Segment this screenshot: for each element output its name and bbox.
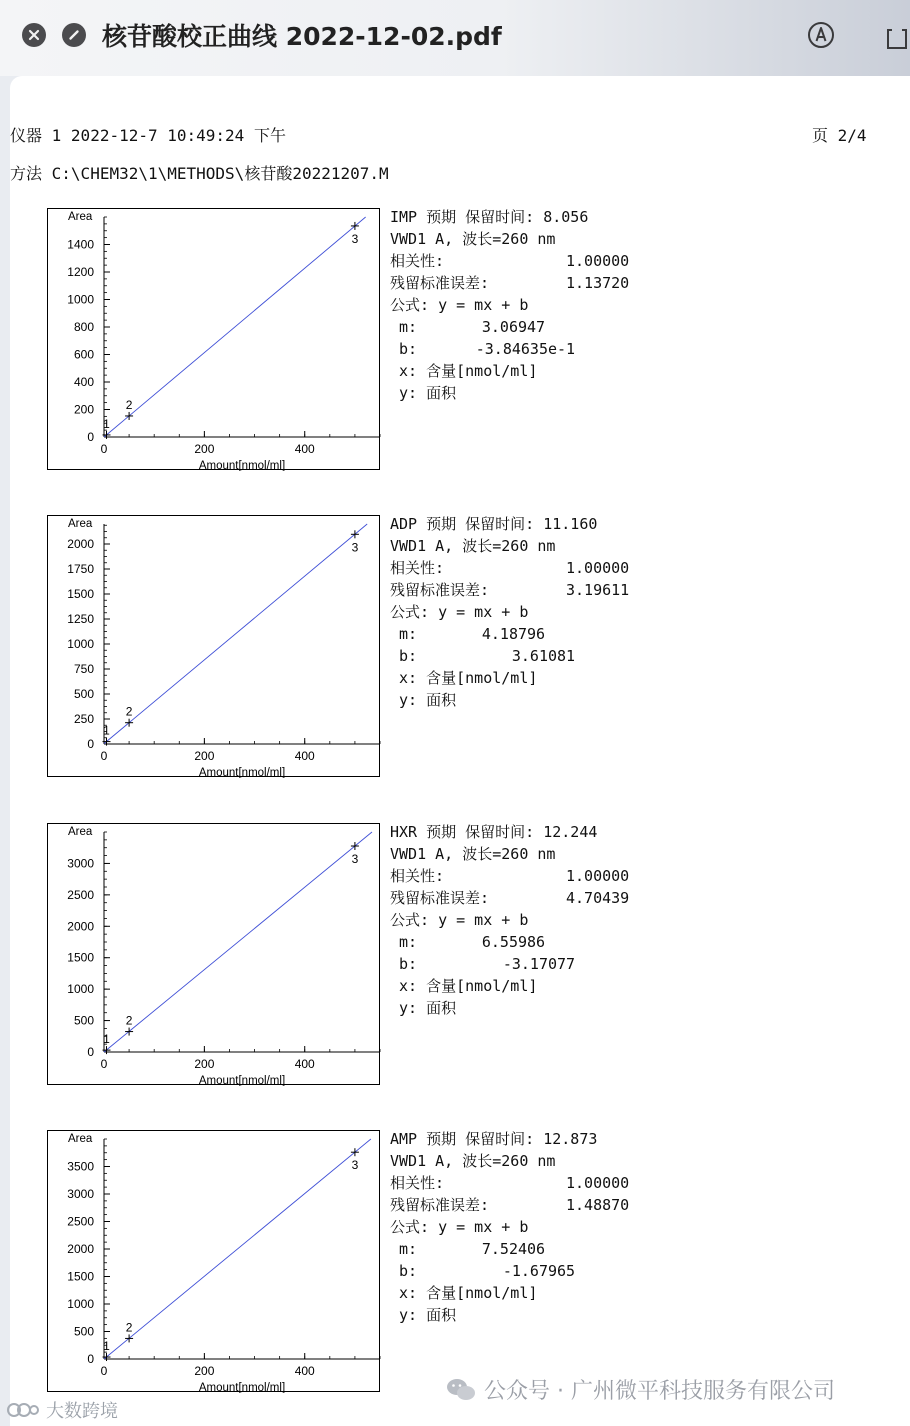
rsd-label: 残留标准误差: <box>390 581 490 599</box>
page-value: 2/4 <box>837 126 867 145</box>
y-tick-label: 600 <box>73 347 94 362</box>
instrument-line <box>10 123 286 146</box>
rsd-value: 1.13720 <box>566 274 630 292</box>
correlation-value: 1.00000 <box>566 559 630 577</box>
x-axis-title: Amount[nmol/ml] <box>198 1382 286 1393</box>
y-tick-label: 1250 <box>67 612 94 626</box>
y-tick-label: 3000 <box>67 1187 94 1201</box>
slope-line <box>390 316 629 338</box>
x-tick-label: 400 <box>294 1057 315 1071</box>
intercept-value: -1.67965 <box>502 1262 576 1280</box>
rsd-value: 1.48870 <box>566 1196 630 1214</box>
x-label: x: <box>399 1284 418 1302</box>
retention-time: 8.056 <box>543 208 589 226</box>
y-description: 面积 <box>426 384 457 402</box>
intercept-line <box>390 645 629 667</box>
y-desc-line <box>390 382 629 404</box>
y-label: y: <box>399 999 418 1017</box>
y-tick-label: 2000 <box>67 1242 94 1256</box>
point-label: 1 <box>103 1032 110 1047</box>
y-tick-label: 1500 <box>67 587 94 601</box>
signal-line <box>390 535 629 557</box>
calibration-chart <box>47 515 380 777</box>
retention-label: 预期 保留时间: <box>426 823 535 841</box>
regression-line <box>104 1139 371 1359</box>
rsd-line <box>390 887 629 909</box>
x-tick-label: 200 <box>194 1057 215 1071</box>
y-tick-label: 1000 <box>67 637 94 651</box>
minimize-button[interactable] <box>62 23 86 47</box>
intercept-line <box>390 338 629 360</box>
x-tick-label: 400 <box>294 749 315 763</box>
y-tick-label: 1400 <box>67 237 94 252</box>
formula-text: y = mx + b <box>438 911 529 929</box>
point-label: 2 <box>125 397 133 412</box>
slope-value: 7.52406 <box>481 1240 546 1258</box>
calibration-chart <box>47 823 380 1085</box>
rsd-label: 残留标准误差: <box>390 1196 490 1214</box>
signal-line <box>390 1150 629 1172</box>
correlation-value: 1.00000 <box>566 1174 630 1192</box>
y-tick-label: 800 <box>73 320 94 334</box>
slope-label: m: <box>399 1240 418 1258</box>
x-tick-label: 200 <box>194 749 215 763</box>
regression-line <box>104 832 372 1052</box>
y-tick-label: 0 <box>87 1045 94 1059</box>
signal-line <box>390 843 629 865</box>
formula-line <box>390 1216 629 1238</box>
slope-value: 4.18796 <box>481 625 546 643</box>
x-tick-label: 0 <box>100 1364 108 1378</box>
calibration-chart-svg <box>48 209 381 471</box>
signal-text: VWD1 A, 波长=260 nm <box>390 230 556 248</box>
y-tick-label: 0 <box>87 430 94 444</box>
x-desc-line <box>390 1282 629 1304</box>
x-desc-line <box>390 360 629 382</box>
y-tick-label: 500 <box>73 687 94 701</box>
y-description: 面积 <box>426 999 457 1017</box>
calibration-chart-svg <box>48 1131 381 1393</box>
rsd-label: 残留标准误差: <box>390 274 490 292</box>
intercept-value: -3.17077 <box>502 955 576 973</box>
correlation-label: 相关性: <box>390 252 445 270</box>
y-tick-label: 0 <box>87 737 94 751</box>
correlation-line <box>390 865 629 887</box>
rsd-line <box>390 1194 629 1216</box>
y-label: y: <box>399 691 418 709</box>
point-label: 3 <box>351 231 359 246</box>
x-axis-title: Amount[nmol/ml] <box>198 460 286 471</box>
point-label: 2 <box>125 704 133 719</box>
info-title <box>390 821 629 843</box>
x-axis-title: Amount[nmol/ml] <box>198 1075 286 1086</box>
y-tick-label: 3000 <box>67 856 94 871</box>
retention-label: 预期 保留时间: <box>426 208 535 226</box>
intercept-line <box>390 953 629 975</box>
point-label: 2 <box>125 1320 133 1335</box>
y-tick-label: 250 <box>73 712 94 726</box>
y-tick-label: 1200 <box>67 265 94 279</box>
close-icon <box>28 29 40 41</box>
method-path: C:\CHEM32\1\METHODS\核苷酸20221207.M <box>51 164 389 183</box>
formula-text: y = mx + b <box>438 1218 529 1236</box>
info-title <box>390 513 629 535</box>
correlation-line <box>390 557 629 579</box>
y-axis-title: Area <box>68 826 93 838</box>
intercept-label: b: <box>399 340 418 358</box>
x-label: x: <box>399 669 418 687</box>
point-label: 3 <box>351 852 359 867</box>
correlation-value: 1.00000 <box>566 867 630 885</box>
method-label: 方法 <box>10 164 43 183</box>
calibration-chart-svg <box>48 516 381 778</box>
formula-label: 公式: <box>390 603 430 621</box>
instrument-label: 仪器 <box>10 126 43 145</box>
retention-time: 12.244 <box>543 823 598 841</box>
y-tick-label: 500 <box>73 1324 94 1339</box>
point-label: 1 <box>103 1339 110 1354</box>
retention-label: 预期 保留时间: <box>426 1130 535 1148</box>
y-tick-label: 400 <box>73 375 94 389</box>
watermark-text: 公众号 · 广州微平科技服务有限公司 <box>484 1379 835 1404</box>
formula-line <box>390 294 629 316</box>
y-axis-title: Area <box>68 518 93 530</box>
x-tick-label: 0 <box>100 749 108 763</box>
y-desc-line <box>390 1304 629 1326</box>
point-label: 1 <box>103 723 110 738</box>
calibration-chart <box>47 208 380 470</box>
x-description: 含量[nmol/ml] <box>426 1284 538 1302</box>
x-tick-label: 0 <box>100 1057 108 1071</box>
page-indicator <box>812 123 867 146</box>
signal-line <box>390 228 629 250</box>
x-description: 含量[nmol/ml] <box>426 362 538 380</box>
slope-label: m: <box>399 625 418 643</box>
intercept-label: b: <box>399 1262 418 1280</box>
markup-pen-icon[interactable] <box>806 18 836 52</box>
x-label: x: <box>399 977 418 995</box>
compound-name: HXR <box>390 823 418 841</box>
x-description: 含量[nmol/ml] <box>426 977 538 995</box>
x-desc-line <box>390 667 629 689</box>
calibration-info <box>390 821 629 1019</box>
y-tick-label: 2500 <box>67 1214 94 1229</box>
formula-line <box>390 909 629 931</box>
no-entry-icon <box>68 29 80 41</box>
x-axis-title: Amount[nmol/ml] <box>198 767 286 778</box>
correlation-line <box>390 250 629 272</box>
rsd-value: 4.70439 <box>566 889 630 907</box>
rsd-value: 3.19611 <box>566 581 630 599</box>
y-label: y: <box>399 1306 418 1324</box>
calibration-info <box>390 513 629 711</box>
point-label: 3 <box>351 540 359 555</box>
y-label: y: <box>399 384 418 402</box>
y-tick-label: 3500 <box>67 1159 94 1174</box>
method-line <box>10 161 389 184</box>
slope-line <box>390 1238 629 1260</box>
compound-name: IMP <box>390 208 418 226</box>
slope-label: m: <box>399 933 418 951</box>
compound-name: ADP <box>390 515 418 533</box>
formula-label: 公式: <box>390 296 430 314</box>
slope-line <box>390 623 629 645</box>
formula-line <box>390 601 629 623</box>
x-tick-label: 200 <box>194 442 215 456</box>
rsd-line <box>390 579 629 601</box>
signal-text: VWD1 A, 波长=260 nm <box>390 1152 556 1170</box>
slope-label: m: <box>399 318 418 336</box>
signal-text: VWD1 A, 波长=260 nm <box>390 845 556 863</box>
slope-value: 3.06947 <box>481 318 546 336</box>
x-tick-label: 200 <box>194 1364 215 1378</box>
slope-value: 6.55986 <box>481 933 546 951</box>
point-label: 1 <box>103 416 110 431</box>
calibration-info <box>390 206 629 404</box>
info-title <box>390 1128 629 1150</box>
retention-label: 预期 保留时间: <box>426 515 535 533</box>
correlation-label: 相关性: <box>390 1174 445 1192</box>
formula-label: 公式: <box>390 1218 430 1236</box>
correlation-label: 相关性: <box>390 867 445 885</box>
y-tick-label: 0 <box>87 1352 94 1366</box>
y-tick-label: 1000 <box>67 292 94 307</box>
y-desc-line <box>390 997 629 1019</box>
corner-watermark <box>6 1397 118 1423</box>
y-tick-label: 1500 <box>67 950 94 965</box>
y-axis-title: Area <box>68 1133 93 1145</box>
intercept-value: 3.61081 <box>511 647 576 665</box>
y-tick-label: 2000 <box>67 919 94 934</box>
y-tick-label: 200 <box>73 402 94 417</box>
intercept-label: b: <box>399 647 418 665</box>
formula-label: 公式: <box>390 911 430 929</box>
x-desc-line <box>390 975 629 997</box>
y-tick-label: 1000 <box>67 982 94 997</box>
intercept-value: -3.84635e-1 <box>475 340 576 358</box>
compound-name: AMP <box>390 1130 418 1148</box>
calibration-chart <box>47 1130 380 1392</box>
x-tick-label: 0 <box>100 442 108 456</box>
regression-line <box>104 524 367 744</box>
y-tick-label: 1750 <box>67 562 94 576</box>
x-tick-label: 400 <box>294 1364 315 1378</box>
slope-line <box>390 931 629 953</box>
info-title <box>390 206 629 228</box>
page-label: 页 <box>812 126 829 145</box>
wechat-watermark <box>446 1374 835 1405</box>
y-tick-label: 2000 <box>67 537 94 551</box>
y-tick-label: 1500 <box>67 1269 94 1284</box>
x-tick-label: 400 <box>294 442 315 456</box>
y-tick-label: 500 <box>73 1013 94 1028</box>
wechat-icon <box>446 1377 476 1403</box>
correlation-value: 1.00000 <box>566 252 630 270</box>
y-tick-label: 2500 <box>67 887 94 902</box>
corner-watermark-text: 大数跨境 <box>46 1401 118 1422</box>
y-axis-title: Area <box>68 211 93 223</box>
formula-text: y = mx + b <box>438 603 529 621</box>
y-description: 面积 <box>426 1306 457 1324</box>
regression-line <box>104 217 366 437</box>
window-title: 核苷酸校正曲线 2022-12-02.pdf <box>102 22 502 51</box>
y-description: 面积 <box>426 691 457 709</box>
calibration-info <box>390 1128 629 1326</box>
calibration-chart-svg <box>48 824 381 1086</box>
title-bar <box>0 0 910 76</box>
point-label: 3 <box>351 1158 359 1173</box>
intercept-label: b: <box>399 955 418 973</box>
share-icon[interactable] <box>884 18 910 52</box>
x-description: 含量[nmol/ml] <box>426 669 538 687</box>
chain-logo-icon <box>6 1400 40 1420</box>
point-label: 2 <box>125 1013 133 1028</box>
correlation-line <box>390 1172 629 1194</box>
close-button[interactable] <box>22 23 46 47</box>
retention-time: 12.873 <box>543 1130 598 1148</box>
signal-text: VWD1 A, 波长=260 nm <box>390 537 556 555</box>
rsd-label: 残留标准误差: <box>390 889 490 907</box>
formula-text: y = mx + b <box>438 296 529 314</box>
y-desc-line <box>390 689 629 711</box>
x-label: x: <box>399 362 418 380</box>
y-tick-label: 750 <box>73 662 94 676</box>
retention-time: 11.160 <box>543 515 598 533</box>
y-tick-label: 1000 <box>67 1297 94 1311</box>
correlation-label: 相关性: <box>390 559 445 577</box>
rsd-line <box>390 272 629 294</box>
intercept-line <box>390 1260 629 1282</box>
instrument-value: 1 2022-12-7 10:49:24 下午 <box>51 126 286 145</box>
